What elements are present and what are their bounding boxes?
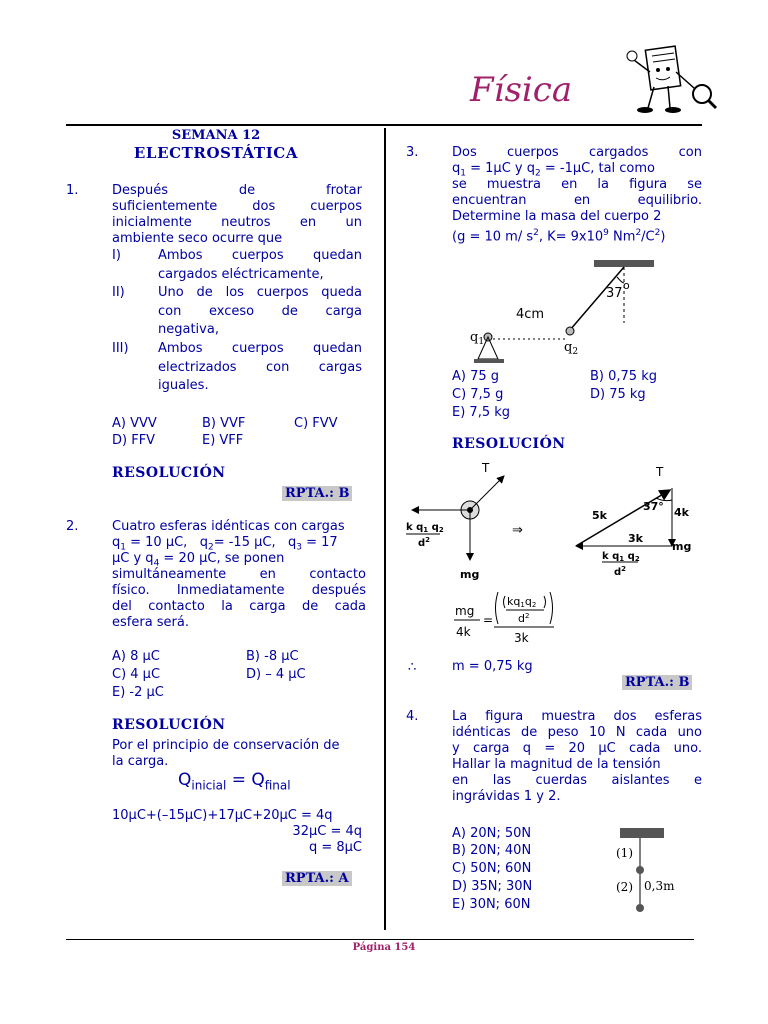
eq-d2: d bbox=[518, 612, 525, 625]
q1-number: 1. bbox=[66, 183, 79, 198]
q2-line: esfera será. bbox=[112, 615, 190, 630]
q2-line: μC y $q_4 = 20$ μC, se ponen bbox=[112, 551, 285, 569]
q4-line: en las cuerdas aislantes e bbox=[452, 773, 702, 788]
q1-item-text: con exceso de carga bbox=[158, 304, 362, 319]
column-divider bbox=[384, 128, 386, 930]
q2-text: μC y q bbox=[112, 551, 154, 566]
q3-sup: 9 bbox=[603, 228, 609, 238]
triangle-weight-label: mg bbox=[672, 540, 692, 553]
q3-free-body-diagram bbox=[400, 458, 700, 583]
q3-text: = 1μC y q bbox=[466, 161, 535, 176]
q3-line: Determine la masa del cuerpo 2 bbox=[452, 209, 662, 224]
eq-kq: kq bbox=[507, 595, 521, 608]
fbd-tension-label: T bbox=[482, 461, 490, 475]
q1-option-a: A) VVV bbox=[112, 416, 157, 431]
triangle-base-label: 3k bbox=[628, 532, 643, 545]
q3-charges-line: $q_1 = 1\mu C$ y $q_2 = -1\mu C$, tal como bbox=[452, 161, 655, 179]
q3-option-e: E) 7,5 kg bbox=[452, 405, 511, 420]
svg-text:q2: $q_2$ bbox=[564, 340, 579, 357]
q3-fig-q2: q bbox=[564, 340, 573, 355]
q1-answer-badge: RPTA.: B bbox=[282, 486, 352, 501]
q3-text: q bbox=[452, 161, 461, 176]
q1-option-b: B) VVF bbox=[202, 416, 246, 431]
q2-option-e: E) -2 μC bbox=[112, 685, 164, 700]
q3-fig-distance: 4cm bbox=[516, 307, 545, 322]
q3-figure bbox=[460, 255, 660, 365]
q3-number: 3. bbox=[406, 145, 419, 160]
topic-title: ELECTROSTÁTICA bbox=[133, 144, 299, 162]
q1-line: suficientemente dos cuerpos bbox=[112, 199, 362, 214]
q4-line: La figura muestra dos esferas bbox=[452, 709, 702, 724]
q2-resolution-heading: RESOLUCIÓN bbox=[112, 717, 226, 733]
q3-answer-badge: RPTA.: B bbox=[622, 675, 692, 690]
q1-option-d: D) FFV bbox=[112, 433, 156, 448]
q4-option-e: E) 30N; 60N bbox=[452, 897, 531, 912]
q1-item-text: negativa, bbox=[158, 322, 219, 337]
q1-item-roman: III) bbox=[112, 341, 129, 356]
q3-fig-q1: q bbox=[470, 330, 479, 345]
svg-text:k q1 q2: k $q_1$ $q_2$ bbox=[602, 551, 640, 563]
q2-option-a: A) 8 μC bbox=[112, 649, 160, 664]
q4-fig-distance: 0,3m bbox=[644, 879, 675, 893]
q3-text: Nm bbox=[608, 229, 636, 245]
q3-text: ) bbox=[660, 229, 666, 245]
q3-option-d: D) 75 kg bbox=[590, 387, 646, 402]
q1-resolution-heading: RESOLUCIÓN bbox=[112, 465, 226, 481]
page-number: Página 154 bbox=[352, 942, 416, 953]
triangle-angle-label: 37° bbox=[643, 500, 664, 513]
q3-text: /C bbox=[641, 229, 655, 245]
q4-line: idénticas de peso 10 N cada uno bbox=[452, 725, 702, 740]
q2-line: Cuatro esferas idénticas con cargas bbox=[112, 519, 345, 534]
q2-number: 2. bbox=[66, 519, 79, 534]
bottom-rule bbox=[66, 939, 694, 940]
q2-answer-badge: RPTA.: A bbox=[282, 871, 352, 886]
q2-option-b: B) -8 μC bbox=[246, 649, 299, 664]
q3-option-b: B) 0,75 kg bbox=[590, 369, 657, 384]
eq-sub-initial: inicial bbox=[191, 778, 227, 793]
fbd-d2-label: d bbox=[418, 538, 426, 549]
fbd-weight-label: mg bbox=[460, 568, 480, 581]
q4-line: y carga q = 20 μC cada uno. bbox=[452, 741, 702, 756]
svg-text:d2: $d^2$ bbox=[614, 565, 627, 578]
q3-option-c: C) 7,5 g bbox=[452, 387, 504, 402]
q2-line: simultáneamente en contacto bbox=[112, 567, 366, 582]
q4-number: 4. bbox=[406, 709, 419, 724]
eq-mg: mg bbox=[455, 604, 475, 618]
fbd-implies-arrow: ⇒ bbox=[512, 523, 523, 538]
svg-text:q1: $q_1$ bbox=[470, 330, 485, 347]
q3-line: encuentran en equilibrio. bbox=[452, 193, 702, 208]
q1-option-c: C) FVV bbox=[294, 416, 338, 431]
q1-item-text: cargados eléctricamente, bbox=[158, 267, 324, 282]
q3-fig-angle: 37 bbox=[606, 286, 623, 301]
svg-text:k q1 q2: k $q_1$ $q_2$ bbox=[406, 522, 444, 534]
q1-line: Después de frotar bbox=[112, 183, 362, 198]
q4-option-d: D) 35N; 30N bbox=[452, 879, 533, 894]
q3-text: = -1μC, tal como bbox=[540, 161, 655, 176]
eq-symbol: Q bbox=[178, 770, 192, 790]
eq-symbol: = Q bbox=[226, 770, 265, 790]
q1-item-text: electrizados con cargas bbox=[158, 360, 362, 375]
q2-q3-value: = 17 bbox=[302, 535, 338, 550]
q3-option-a: A) 75 g bbox=[452, 369, 500, 384]
q3-resolution-heading: RESOLUCIÓN bbox=[452, 436, 566, 452]
q2-charges-line: $q_1 = 10$ μC, $q_2= -15$ μC, $q_3 = 17$ bbox=[112, 535, 338, 553]
therefore-symbol: ∴ bbox=[408, 660, 417, 675]
q3-result: m = 0,75 kg bbox=[452, 659, 533, 674]
triangle-d2-label: d bbox=[614, 567, 622, 578]
q3-text: , K= 9x10 bbox=[538, 229, 604, 245]
eq-4k: 4k bbox=[456, 625, 471, 639]
q2-text: = 20 μC, se ponen bbox=[159, 551, 285, 566]
q2-q1-value: = 10 μC, bbox=[126, 535, 188, 550]
q4-fig-label-2: (2) bbox=[616, 880, 633, 894]
q2-option-c: C) 4 μC bbox=[112, 667, 161, 682]
q3-text: (g = 10 m/ s bbox=[452, 229, 534, 245]
q1-line: ambiente seco ocurre que bbox=[112, 231, 283, 246]
q1-line: inicialmente neutros en un bbox=[112, 215, 362, 230]
q4-line: Hallar la magnitud de la tensión bbox=[452, 757, 661, 772]
calc-line-3: q = 8μC bbox=[308, 840, 362, 855]
q1-item-text: Ambos cuerpos quedan bbox=[158, 341, 362, 356]
q2-q1-symbol: q bbox=[112, 535, 121, 550]
q2-option-d: D) – 4 μC bbox=[246, 667, 306, 682]
svg-text:d2: $d^2$ bbox=[418, 536, 431, 549]
q4-option-c: C) 50N; 60N bbox=[452, 861, 532, 876]
q3-line: se muestra en la figura se bbox=[452, 177, 702, 192]
q2-resolution-text: Por el principio de conservación de bbox=[112, 738, 340, 753]
q3-line: Dos cuerpos cargados con bbox=[452, 145, 702, 160]
q3-ratio-equation bbox=[450, 588, 570, 644]
q4-option-a: A) 20N; 50N bbox=[452, 826, 532, 841]
week-label: SEMANA 12 bbox=[171, 128, 261, 143]
q2-line: físico. Inmediatamente después bbox=[112, 583, 366, 598]
q3-sup: 2 bbox=[533, 228, 539, 238]
q4-option-b: B) 20N; 40N bbox=[452, 843, 532, 858]
q3-sup: 2 bbox=[654, 228, 661, 238]
triangle-force-label: k q bbox=[602, 551, 620, 562]
q3-constants-line bbox=[452, 225, 665, 245]
q4-fig-label-1: (1) bbox=[616, 846, 633, 860]
svg-text:d2: $d^2$ bbox=[518, 612, 530, 625]
conservation-equation bbox=[178, 770, 291, 795]
svg-text:kq1q2: kq1q2 bbox=[507, 595, 537, 609]
q3-sup: 2 bbox=[635, 228, 642, 238]
eq-sub-final: final bbox=[264, 778, 291, 793]
q1-item-text: Ambos cuerpos quedan bbox=[158, 248, 362, 263]
q4-figure bbox=[600, 826, 710, 918]
q1-item-roman: II) bbox=[112, 285, 125, 300]
q1-item-text: Uno de los cuerpos queda bbox=[158, 285, 362, 300]
q4-line: ingrávidas 1 y 2. bbox=[452, 789, 561, 804]
eq-equals: = bbox=[483, 613, 494, 627]
eq-3k: 3k bbox=[514, 631, 529, 644]
q2-line: del contacto la carga de cada bbox=[112, 599, 366, 614]
calc-line-2: 32μC = 4q bbox=[292, 824, 362, 839]
top-rule bbox=[66, 124, 702, 126]
q1-item-roman: I) bbox=[112, 248, 121, 263]
q3-fig-deg: o bbox=[623, 279, 630, 292]
q2-resolution-text: la carga. bbox=[112, 754, 169, 769]
triangle-hyp-label: 5k bbox=[592, 509, 607, 522]
mascot-icon bbox=[610, 42, 720, 122]
header-title: Física bbox=[470, 70, 573, 110]
q2-q2-value: = -15 μC, bbox=[213, 535, 276, 550]
triangle-tension-label: T bbox=[656, 465, 664, 479]
fbd-force-label: k q bbox=[406, 522, 424, 533]
q1-item-text: iguales. bbox=[158, 378, 209, 393]
calc-line-1: 10μC+(–15μC)+17μC+20μC = 4q bbox=[112, 808, 333, 823]
q1-option-e: E) VFF bbox=[202, 433, 244, 448]
triangle-vertical-label: 4k bbox=[674, 506, 689, 519]
